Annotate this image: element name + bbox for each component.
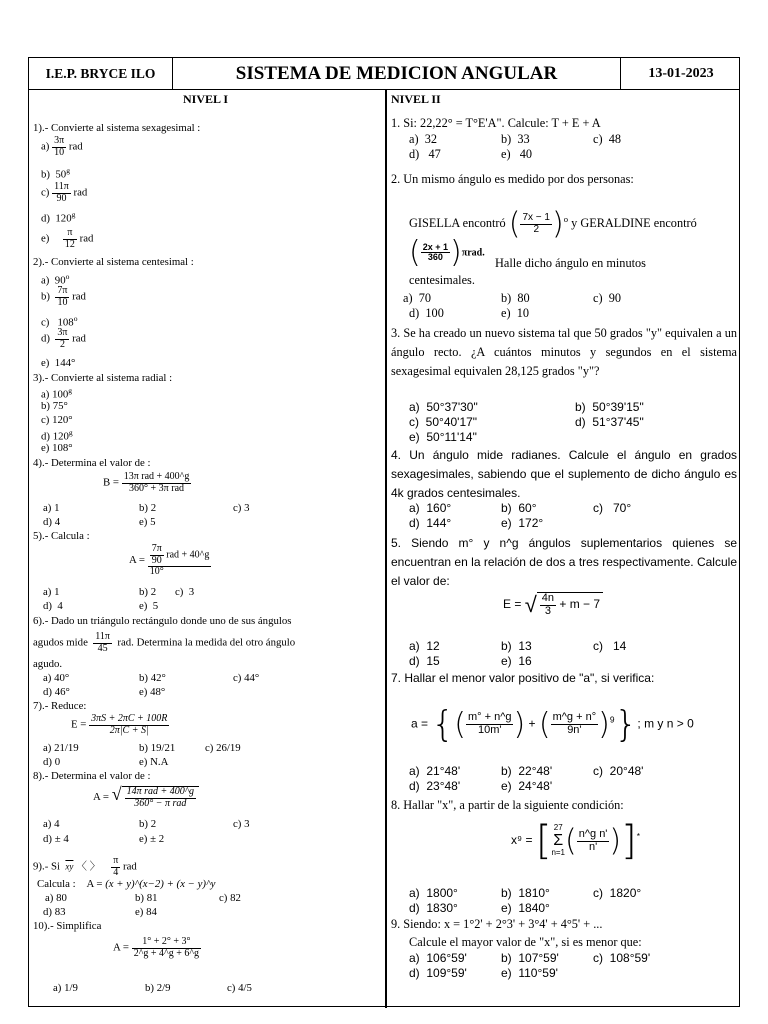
q10-c: c) 4/5 [227,982,252,994]
r-q3-a: a) 50°37'30" [409,400,478,414]
r-q4-stem: 4. Un ángulo mide radianes. Calcule el ángulo en grados sexagesimales, sabiendo que el suplemento de dicho ángulo es 4k grados centesimales. [391,448,737,500]
q3-a: a) 100$^g$ [41,386,73,401]
q2-c: c) 108$^o$ [41,314,78,329]
r-q9-stem: 9. Siendo: x = 1°2' + 2°3' + 3°4' + 4°5' + ... [391,917,603,931]
r-q5-stem: 5. Siendo m° y n^g ángulos suplementarios quienes se encuentran en la relación de dos a tres respectivamente. Calcule el valor de: [391,536,737,588]
q4-formula: B = $\frac{\text{13π rad + 400\textasciicircum{}g}}{\text{360° + 3π rad}}$ [103,471,190,494]
r-q3-stem: 3. Se ha creado un nuevo sistema tal que 50 grados "y" equivalen a un ángulo recto. ¿A cuántos minutos y segundos en el sistema sexagesimal equivalen 28,125 grados "y"? [391,326,737,378]
q8-a: a) 4 [43,818,60,830]
q9-d: d) 83 [43,906,66,918]
q1-stem: 1).- Convierte al sistema sexagesimal : [33,122,201,134]
q4-a: a) 1 [43,502,60,514]
nivel-2-title: NIVEL II [391,92,441,106]
q5-a: a) 1 [43,586,60,598]
r-q2-stem: 2. Un mismo ángulo es medido por dos personas: [391,172,634,186]
r-q4-e: e) 172° [501,516,544,530]
r-q1-a: a) 32 [409,132,437,146]
q1-e: e) $\frac{\pi}{12}$ rad [41,227,94,250]
r-q3-c: c) 50°40'17" [409,415,478,429]
q1-d: d) 120$^g$ [41,210,76,225]
r-q9-stem-2: Calcule el mayor valor de "x", si es menor que: [409,935,642,949]
q4-b: b) 2 [139,502,157,514]
q8-b: b) 2 [139,818,157,830]
q3-e: e) 108° [41,442,73,454]
q6-d: d) 46° [43,686,70,698]
r-q8-stem: 8. Hallar "x", a partir de la siguiente condición: [391,798,624,812]
header-row [29,58,739,90]
r-q9-c: c) 108°59' [593,951,651,965]
q10-a: a) 1/9 [53,982,78,994]
column-divider [385,90,387,1008]
q3-d: d) 120$^g$ [41,428,73,443]
r-q4-a: a) 160° [409,501,452,515]
r-q2-tail: centesimales. [409,273,475,287]
q5-e: e) 5 [139,600,159,612]
q6-a: a) 40° [43,672,70,684]
q5-d: d) 4 [43,600,63,612]
q1-a: a) $\frac{3\pi}{10}$ rad [41,135,83,158]
r-q8-b: b) 1810° [501,886,550,900]
r-q2-e: e) 10 [501,306,529,320]
q4-c: c) 3 [233,502,250,514]
worksheet [28,57,740,1007]
q5-stem: 5).- Calcula : [33,530,90,542]
q3-c: c) 120° [41,414,73,426]
r-q2-line2: GISELLA encontró ( $\frac{7x - 1}{2}$ )$^o$ y GERALDINE encontró [409,206,697,242]
q2-a: a) 90$^o$ [41,272,70,287]
r-q9-a: a) 106°59' [409,951,467,965]
r-q7-c: c) 20°48' [593,764,644,778]
q10-formula: A = $\frac{1^\circ + 2^\circ + 3^\circ}{2\^{}g + 4\^{}g + 6\^{}g}$ [113,936,200,959]
q6-stem-3: agudo. [33,658,63,670]
r-q2-d: d) 100 [409,306,444,320]
q9-a: a) 80 [45,892,67,904]
q8-stem: 8).- Determina el valor de : [33,770,151,782]
q10-stem: 10).- Simplifica [33,920,102,932]
q9-e: e) 84 [135,906,157,918]
r-q9-b: b) 107°59' [501,951,559,965]
r-q4-c: c) 70° [593,501,632,515]
r-q2-b: b) 80 [501,291,530,305]
r-q5-e: e) 16 [501,654,532,668]
q8-formula: A = √ $\frac{\text{14π rad + 400\textasciicircum{}g}}{\text{360° − π rad}}$ [93,784,199,809]
r-q3-d: d) 51°37'45" [575,415,644,429]
r-q1-stem: 1. Si: 22,22° = T°E'A". Calcule: T + E + A [391,116,601,130]
r-q5-a: a) 12 [409,639,440,653]
r-q5-c: c) 14 [593,639,627,653]
r-q4-b: b) 60° [501,501,537,515]
q6-b: b) 42° [139,672,166,684]
r-q3-b: b) 50°39'15" [575,400,644,414]
q6-e: e) 48° [139,686,166,698]
r-q2-c: c) 90 [593,291,621,305]
q7-b: b) 19/21 [139,742,176,754]
q2-e: e) 144° [41,357,76,369]
r-q5-formula: E = √ $\frac{4n}{3}$ + m − 7 [503,592,603,618]
q7-formula: E = $\frac{3\pi S + 2\pi C + 100R}{2\pi|C + S|}$ [71,713,168,736]
r-q9-e: e) 110°59' [501,966,558,980]
q9-b: b) 81 [135,892,158,904]
q1-c: c) $\frac{11\pi}{90}$ rad [41,181,88,204]
r-q8-e: e) 1840° [501,901,550,915]
q7-d: d) 0 [43,756,61,768]
r-q2-line3: ( $\frac{2x + 1}{360}$ )πrad. [409,235,485,270]
q6-c: c) 44° [233,672,260,684]
q8-e: e) ± 2 [139,833,165,845]
q5-formula: A = $\frac{7\pi}{90}$ rad + 40^g 10° [129,543,210,577]
r-q7-formula: a = {( $\frac{m^\circ + n\^{}g}{10m'}$ ) + ( $\frac{m\^{}g + n^\circ}{9n'}$ )$^9$}; m y n > 0 [411,704,694,745]
q9-c: c) 82 [219,892,241,904]
date: 13-01-2023 [648,65,714,81]
q7-e: e) N.A [139,756,169,768]
q8-d: d) ± 4 [43,833,69,845]
r-q3-e: e) 50°11'14" [409,430,477,444]
r-q7-a: a) 21°48' [409,764,461,778]
r-q5-d: d) 15 [409,654,440,668]
q6-stem-2: agudos mide $\frac{11\pi}{45}$ rad. Determina la medida del otro ángulo [33,631,296,654]
q2-stem: 2).- Convierte al sistema centesimal : [33,256,194,268]
q4-stem: 4).- Determina el valor de : [33,457,151,469]
q9-stem: 9).- Si $\overline{xy}$ 〈 〉 $\frac{\pi}{4}$ rad [33,855,137,878]
r-q8-formula: x⁹ = [ 27 Σ n=1( $\frac{\text{n\textasciicircum{}g n'}}{n'}$ )]* [511,818,640,864]
q5-b: b) 2 [139,586,157,598]
r-q1-c: c) 48 [593,132,621,146]
q3-stem: 3).- Convierte al sistema radial : [33,372,173,384]
r-q7-stem: 7. Hallar el menor valor positivo de "a", si verifica: [391,671,655,685]
school-name: I.E.P. BRYCE ILO [29,58,173,89]
q9-calc: Calcula : A = (x + y)^(x−2) + (x − y)^y [37,878,216,890]
r-q1-d: d) 47 [409,147,441,161]
r-q8-d: d) 1830° [409,901,458,915]
q1-b: b) 50$^g$ [41,166,70,181]
r-q7-b: b) 22°48' [501,764,553,778]
r-q7-e: e) 24°48' [501,779,553,793]
r-q4-d: d) 144° [409,516,452,530]
r-q1-b: b) 33 [501,132,530,146]
q3-b: b) 75° [41,400,68,412]
q7-stem: 7).- Reduce: [33,700,87,712]
page-title: SISTEMA DE MEDICION ANGULAR [173,58,621,89]
r-q8-c: c) 1820° [593,886,642,900]
q4-e: e) 5 [139,516,156,528]
r-q9-d: d) 109°59' [409,966,467,980]
q2-b: b) $\frac{7\pi}{10}$ rad [41,285,86,308]
q4-d: d) 4 [43,516,61,528]
r-q8-a: a) 1800° [409,886,458,900]
r-q1-e: e) 40 [501,147,533,161]
q8-c: c) 3 [233,818,250,830]
r-q5-b: b) 13 [501,639,532,653]
r-q2-a: a) 70 [403,291,431,305]
r-q7-d: d) 23°48' [409,779,461,793]
r-q2-halle: Halle dicho ángulo en minutos [495,256,646,270]
nivel-1-title: NIVEL I [183,92,229,106]
q5-c: c) 3 [175,586,195,598]
q7-c: c) 26/19 [205,742,241,754]
q7-a: a) 21/19 [43,742,79,754]
q6-stem-1: 6).- Dado un triángulo rectángulo donde uno de sus ángulos [33,615,292,627]
q2-d: d) $\frac{3\pi}{2}$ rad [41,327,86,350]
q10-b: b) 2/9 [145,982,171,994]
